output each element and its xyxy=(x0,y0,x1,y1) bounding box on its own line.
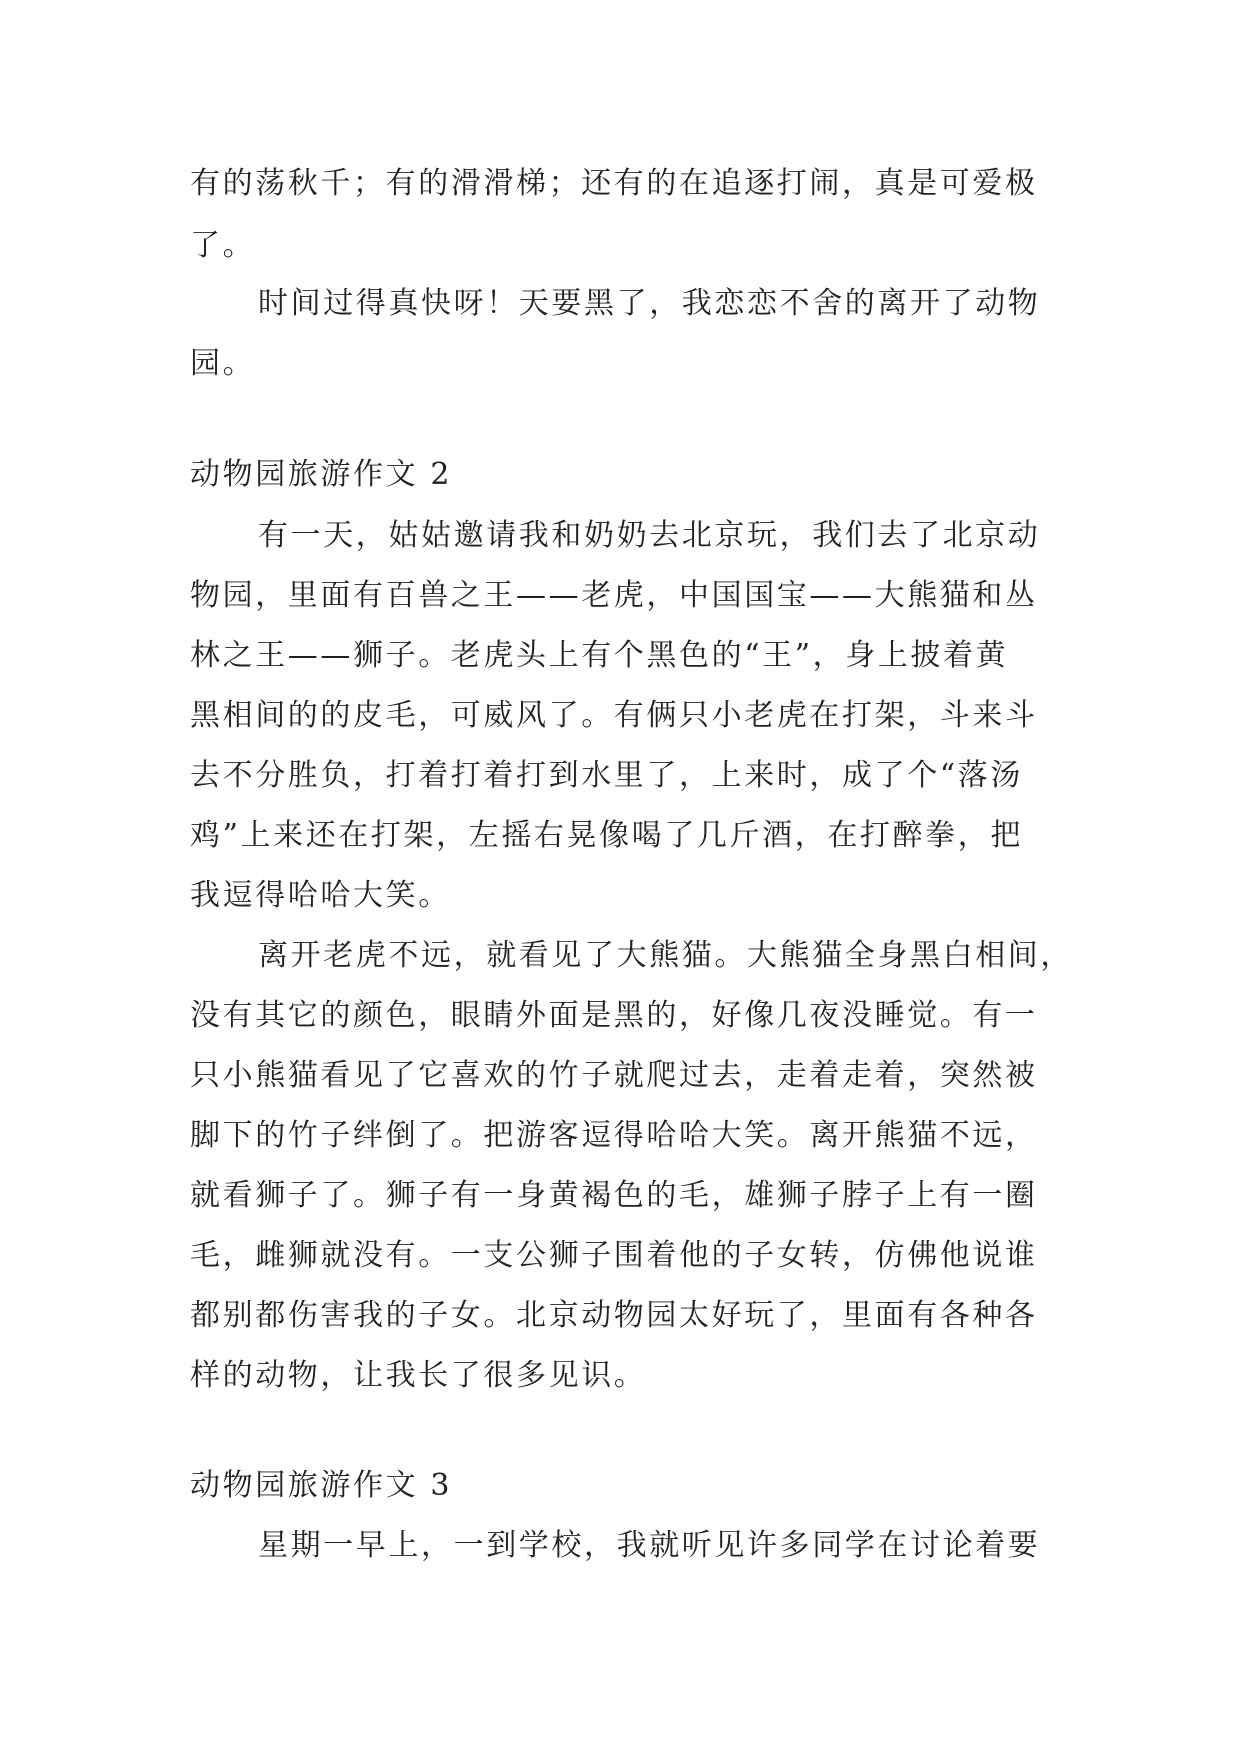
paragraph-line: 我逗得哈哈大笑。 xyxy=(190,878,451,913)
document-body xyxy=(190,0,1073,1754)
paragraph-line: 了。 xyxy=(190,228,256,263)
paragraph-line: 就看狮子了。狮子有一身黄褐色的毛，雄狮子脖子上有一圈 xyxy=(190,1178,1038,1213)
section-heading: 动物园旅游作文 2 xyxy=(190,457,453,492)
paragraph-line: 鸡”上来还在打架，左摇右晃像喝了几斤酒，在打醉拳，把 xyxy=(190,818,1023,853)
paragraph-line: 有的荡秋千；有的滑滑梯；还有的在追逐打闹，真是可爱极 xyxy=(190,166,1038,201)
paragraph-line: 去不分胜负，打着打着打到水里了，上来时，成了个“落汤 xyxy=(190,758,1023,793)
paragraph-line: 有一天，姑姑邀请我和奶奶去北京玩，我们去了北京动 xyxy=(258,518,1041,553)
paragraph-line: 物园，里面有百兽之王——老虎，中国国宝——大熊猫和丛 xyxy=(190,578,1038,613)
paragraph-line: 只小熊猫看见了它喜欢的竹子就爬过去，走着走着，突然被 xyxy=(190,1058,1038,1093)
paragraph-line: 园。 xyxy=(190,346,256,381)
paragraph-line: 黑相间的的皮毛，可威风了。有俩只小老虎在打架，斗来斗 xyxy=(190,698,1038,733)
paragraph-line: 样的动物，让我长了很多见识。 xyxy=(190,1358,647,1393)
paragraph-line: 时间过得真快呀！天要黑了，我恋恋不舍的离开了动物 xyxy=(258,286,1041,321)
paragraph-line: 脚下的竹子绊倒了。把游客逗得哈哈大笑。离开熊猫不远， xyxy=(190,1118,1038,1153)
paragraph-line: 没有其它的颜色，眼睛外面是黑的，好像几夜没睡觉。有一 xyxy=(190,998,1038,1033)
paragraph-line: 毛，雌狮就没有。一支公狮子围着他的子女转，仿佛他说谁 xyxy=(190,1238,1038,1273)
paragraph-line: 都别都伤害我的子女。北京动物园太好玩了，里面有各种各 xyxy=(190,1298,1038,1333)
paragraph-line: 离开老虎不远，就看见了大熊猫。大熊猫全身黑白相间， xyxy=(258,938,1073,973)
paragraph-line: 星期一早上，一到学校，我就听见许多同学在讨论着要 xyxy=(258,1528,1041,1563)
paragraph-line: 林之王——狮子。老虎头上有个黑色的“王”，身上披着黄 xyxy=(190,638,1009,673)
section-heading: 动物园旅游作文 3 xyxy=(190,1468,453,1503)
